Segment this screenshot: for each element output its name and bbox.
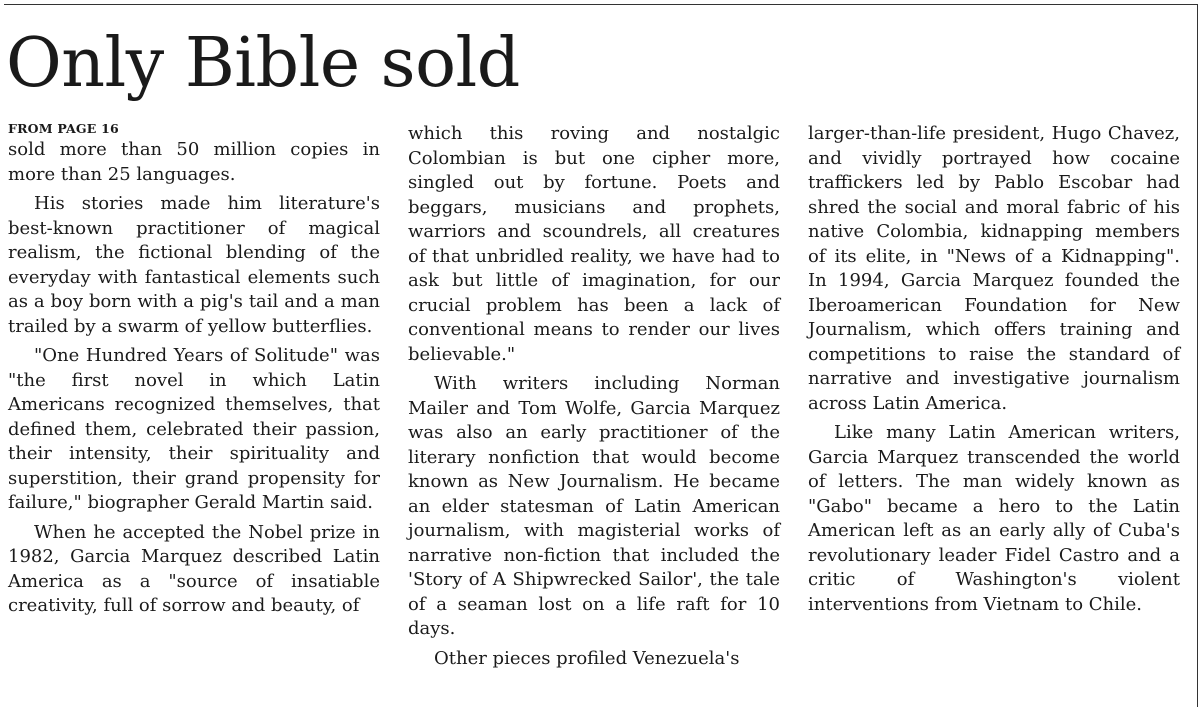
article-headline: Only Bible sold — [6, 24, 520, 103]
paragraph: sold more than 50 million copies in more than 25 languages. — [8, 139, 380, 185]
paragraph: With writers including Norman Mailer and Tom Wolfe, Garcia Marquez was also an early practitioner of the literary nonfiction that would become known as New Journalism. He became an elder statesman of Latin American journalism, with magisterial works of narrative non-fiction that included the 'Story of A Shipwrecked Sailor', the tale of a seaman lost on a life raft for 10 days. — [408, 373, 780, 639]
paragraph: "One Hundred Years of Solitude" was "the first novel in which Latin Americans recognized themselves, that defined them, celebrated their passion, their intensity, their spirituality and superstition, their grand propensity for failure," biographer Gerald Martin said. — [8, 345, 380, 513]
top-rule — [4, 4, 1198, 5]
article-column-2 — [408, 122, 780, 671]
continuation-kicker: FROM PAGE 16 — [8, 121, 119, 136]
paragraph: larger-than-life president, Hugo Chavez, and vividly portrayed how cocaine traffickers led by Pablo Escobar had shred the social and moral fabric of his native Colombia, kidnapping members of its elite, in "News of a Kidnapping". In 1994, Garcia Marquez founded the Iberoamerican Foundation for New Journalism, which offers training and competitions to raise the standard of narrative and investigative journalism across Latin America. — [808, 123, 1180, 414]
article-column-1 — [8, 120, 380, 619]
paragraph: Other pieces profiled Venezuela's — [434, 647, 740, 669]
paragraph: His stories made him literature's best-known practitioner of magical realism, the fictional blending of the everyday with fantastical elements such as a boy born with a pig's tail and a man trailed by a swarm of yellow butterflies. — [8, 193, 380, 337]
paragraph: When he accepted the Nobel prize in 1982, Garcia Marquez described Latin America as a "source of insatiable creativity, full of sorrow and beauty, of — [8, 521, 380, 616]
article-column-3 — [808, 122, 1180, 617]
paragraph: which this roving and nostalgic Colombian is but one cipher more, singled out by fortune. Poets and beggars, musicians and prophets, warriors and scoundrels, all creatures of that unbridled reality, we have had to ask but little of imagination, for our crucial problem has been a lack of conventional means to render our lives believable." — [408, 123, 780, 365]
paragraph: Like many Latin American writers, Garcia Marquez transcended the world of letters. The man widely known as "Gabo" became a hero to the Latin American left as an early ally of Cuba's revolutionary leader Fidel Castro and a critic of Washington's violent interventions from Vietnam to Chile. — [808, 422, 1180, 615]
